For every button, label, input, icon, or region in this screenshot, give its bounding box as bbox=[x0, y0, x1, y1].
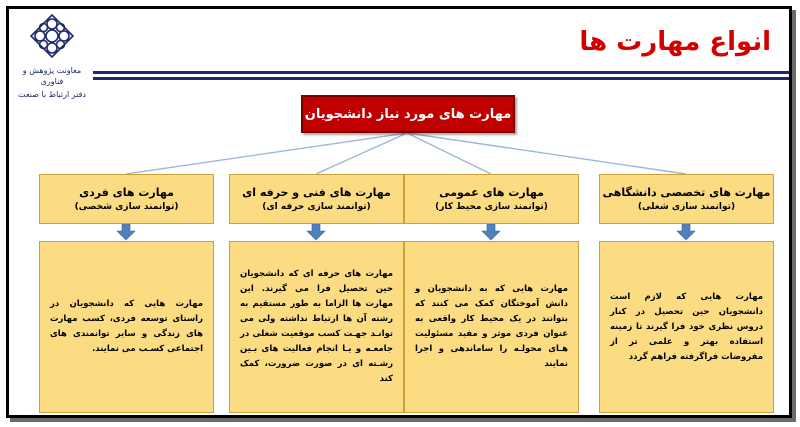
description-text: مهارت های حرفه ای که دانشجویان حین تحصیل فرا می گیرند. این مهارت ها الزاما به طور مستقیم به رشته آن ها ارتباط نداشته ولی می توانـد جهـت کسب موقعیت شغلی در جامعـه و یـا انجام فعالیت های بـین رشـته ای در صورت ضرورت، کمک کند bbox=[240, 269, 393, 384]
category-academic-specialized bbox=[599, 174, 774, 224]
root-node: مهارت های مورد نیاز دانشجویان bbox=[301, 95, 515, 133]
description-text: مهارت هایی که لازم است دانشجویان حین تحصیل در کنار دروس نظری خود فرا گیرند تا زمینه استفاده بهتر و علمی تر از مفروضات فراگرفته فراهم گردد bbox=[610, 291, 763, 362]
slide-title: انواع مهارت ها bbox=[579, 27, 771, 57]
description-academic-specialized bbox=[599, 241, 774, 413]
down-arrow-icon-4 bbox=[117, 224, 135, 240]
category-title: مهارت های فردی bbox=[79, 186, 174, 199]
description-text: مهارت هایی که دانشجویان در راستای توسعه فردی، کسب مهارت های زندگی و سایر توانمندی های اجتماعی کسـب می نمایند. bbox=[50, 299, 203, 354]
description-technical-professional bbox=[229, 241, 404, 413]
category-personal bbox=[39, 174, 214, 224]
connector-line-4 bbox=[126, 133, 407, 174]
description-personal bbox=[39, 241, 214, 413]
description-text: مهارت هایی که به دانشجویان و دانش آموختگان کمک می کنند که بتوانند در یک محیط کار واقعی به عنوان فردی موثر و مفید مسئولیت هـای محولـه را ساماندهی و اجرا نمایند bbox=[415, 284, 568, 369]
category-subtitle: (توانمند سازی محیط کار) bbox=[435, 202, 548, 212]
logo-caption-line1: معاونت پژوهش و فناوری bbox=[22, 66, 82, 86]
category-subtitle: (توانمند سازی شغلی) bbox=[637, 202, 736, 212]
category-title: مهارت های عمومی bbox=[439, 186, 544, 199]
category-technical-professional bbox=[229, 174, 404, 224]
down-arrow-icon-1 bbox=[677, 224, 695, 240]
category-general bbox=[404, 174, 579, 224]
category-title: مهارت های فنی و حرفه ای bbox=[242, 186, 391, 199]
category-subtitle: (توانمند سازی شخصی) bbox=[74, 202, 179, 212]
description-general bbox=[404, 241, 579, 413]
category-title: مهارت های تخصصی دانشگاهی bbox=[602, 186, 771, 199]
down-arrow-icon-2 bbox=[482, 224, 500, 240]
logo-caption-line2: دفتر ارتباط با صنعت bbox=[18, 90, 86, 99]
category-subtitle: (توانمند سازی حرفه ای) bbox=[262, 202, 371, 212]
slide-frame bbox=[6, 6, 792, 418]
down-arrow-icon-3 bbox=[307, 224, 325, 240]
